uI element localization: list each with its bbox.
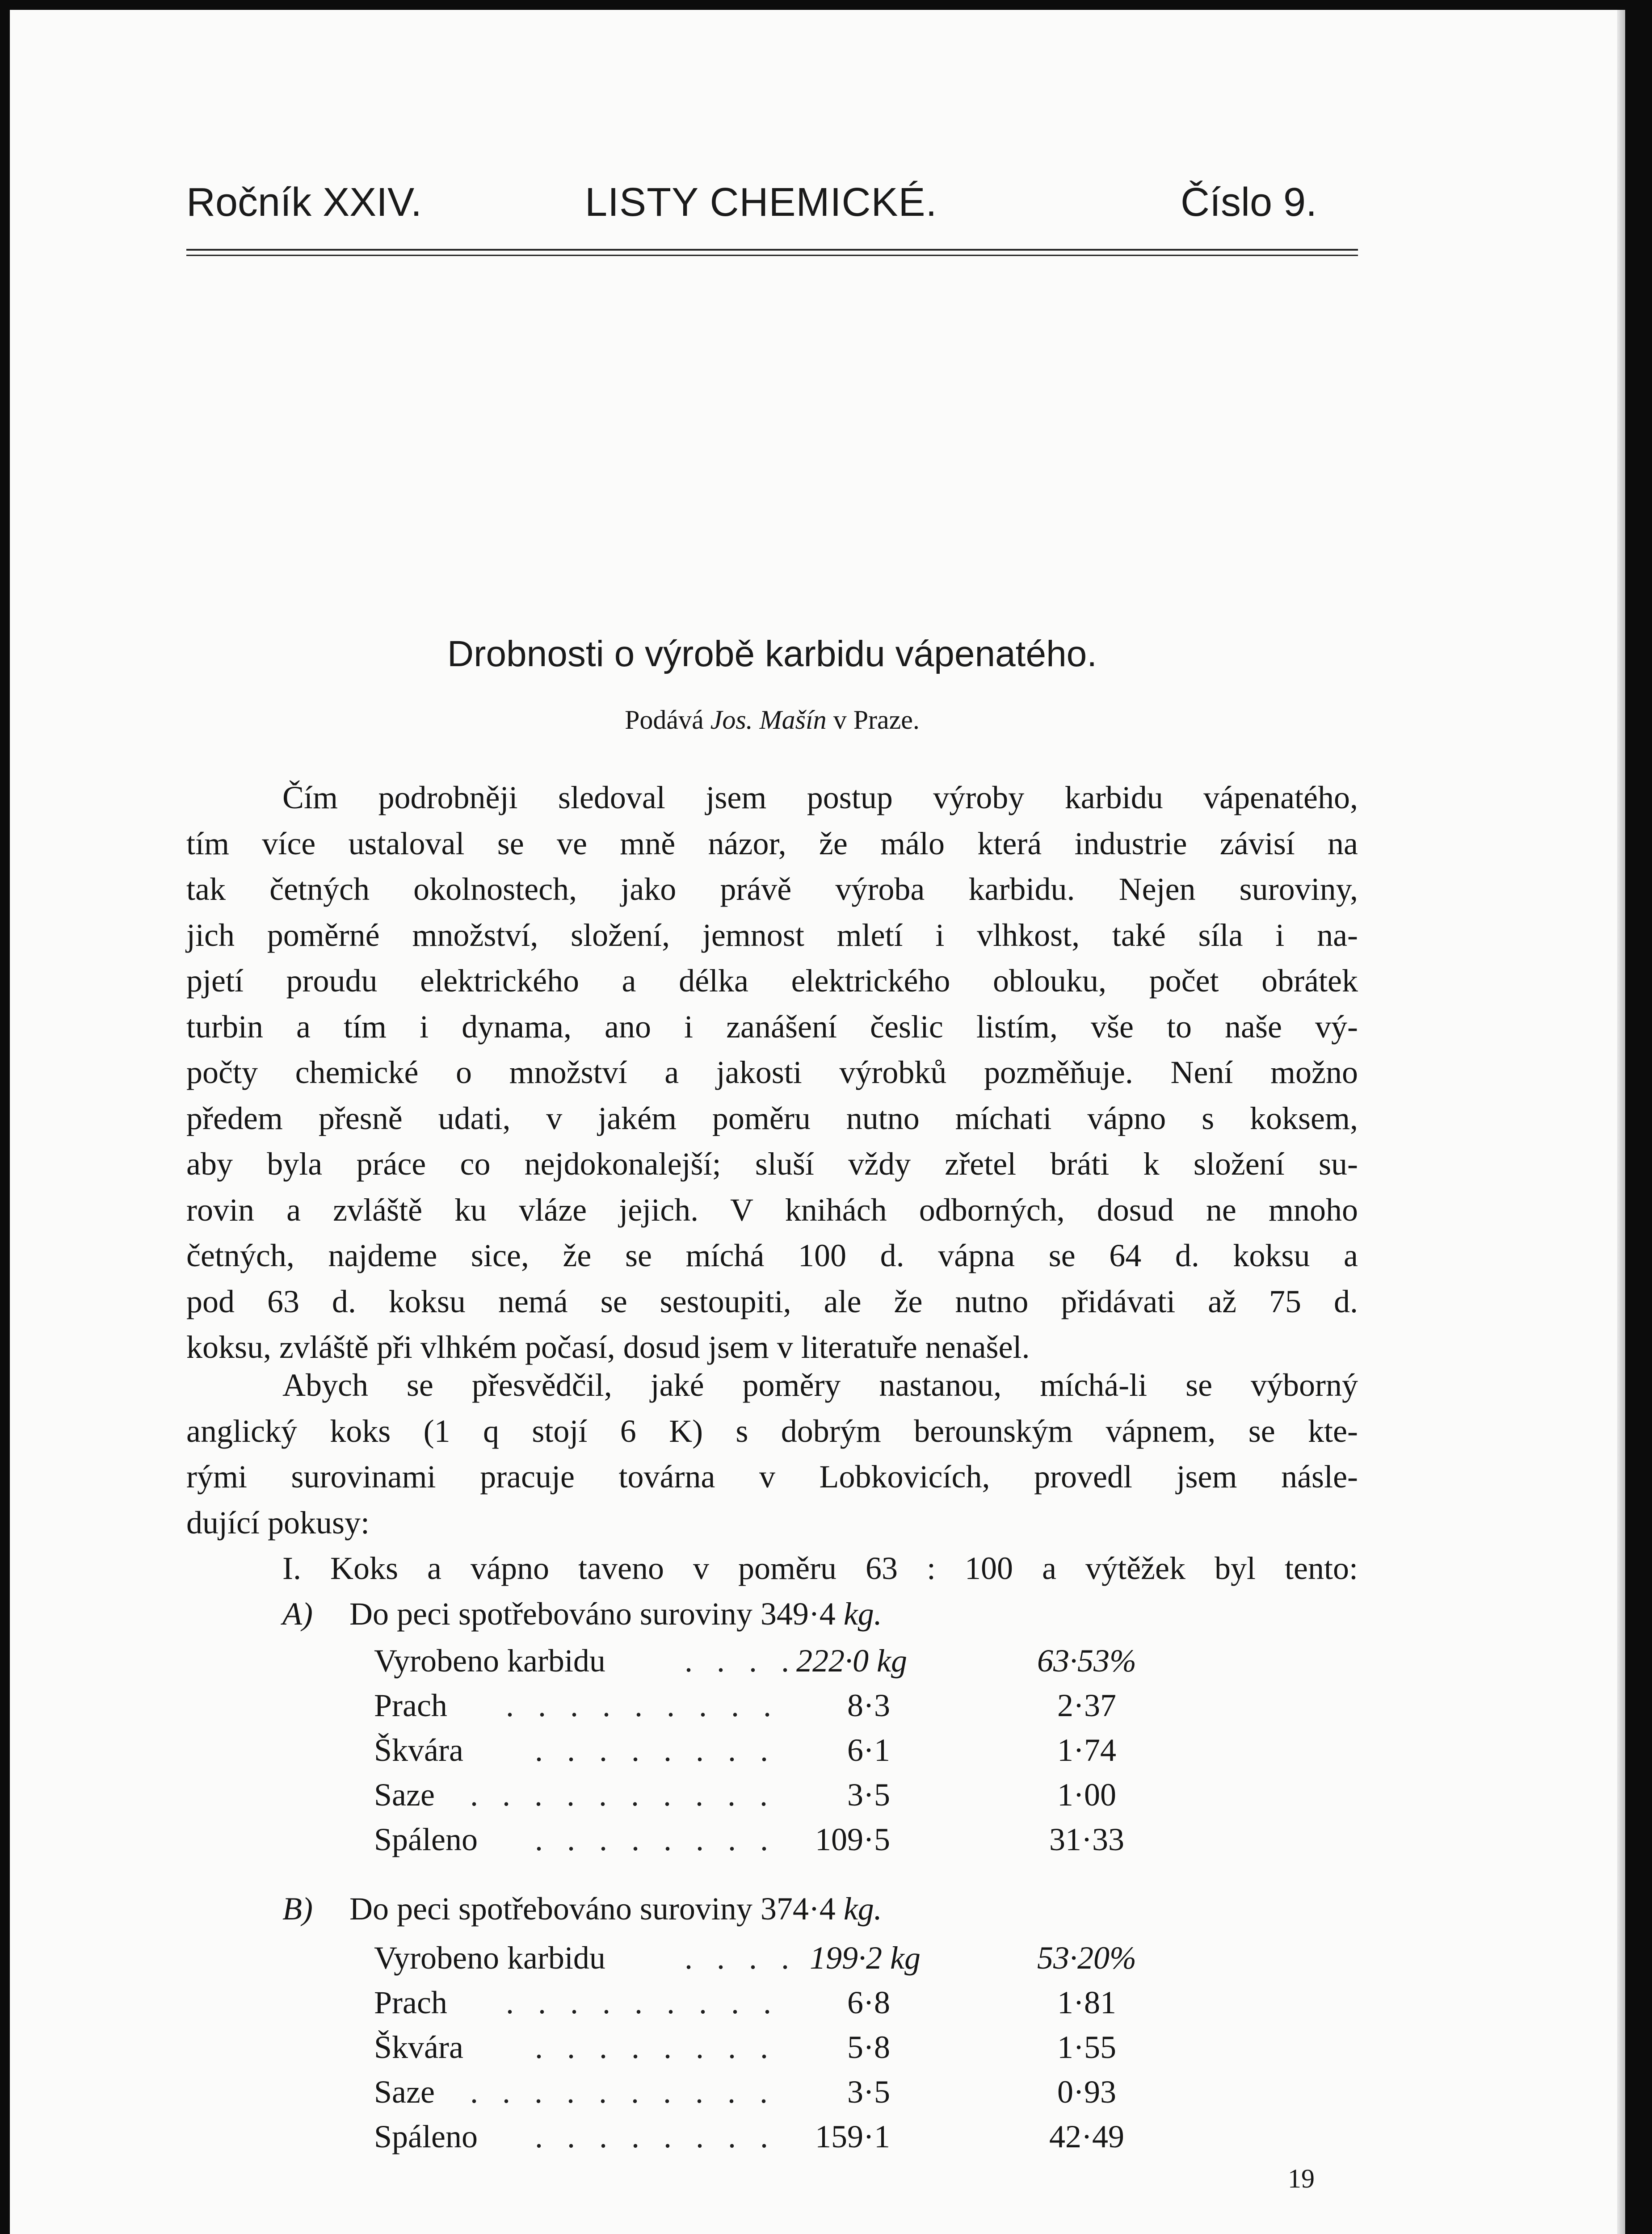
scan-edge xyxy=(1617,10,1625,2234)
paragraph-line: aby byla práce co nejdokonalejší; sluší vždy zřetel bráti k složení su- xyxy=(186,1146,1358,1182)
byline-author: Jos. Mašín xyxy=(710,705,827,735)
row-percent: 63·53% xyxy=(1037,1643,1136,1679)
row-value: 109·5 xyxy=(815,1822,890,1857)
row-leader: . . . . . . . . . xyxy=(506,1688,779,1723)
row-leader: . . . . xyxy=(685,1643,797,1679)
section-b-label: B) xyxy=(282,1891,313,1927)
row-percent: 2·37 xyxy=(1057,1688,1116,1723)
byline-suffix: v Praze. xyxy=(833,705,920,735)
paragraph-line: Abych se přesvědčil, jaké poměry nastanou, míchá-li se výborný xyxy=(282,1367,1358,1403)
row-percent: 1·55 xyxy=(1057,2029,1116,2065)
row-label: Spáleno xyxy=(374,1822,478,1857)
paragraph-line: turbin a tím i dynama, ano i zanášení česlic listím, vše to naše vý- xyxy=(186,1008,1358,1045)
row-label: Prach xyxy=(374,1688,447,1723)
running-header xyxy=(186,180,1358,242)
row-label: Saze xyxy=(374,2074,435,2110)
paragraph-line: anglický koks (1 q stojí 6 K) s dobrým berounským vápnem, se kte- xyxy=(186,1413,1358,1449)
row-label: Vyrobeno karbidu xyxy=(374,1940,605,1976)
paragraph-line: tím více ustaloval se ve mně názor, že málo která industrie závisí na xyxy=(186,825,1358,861)
row-value: 8·3 xyxy=(847,1688,890,1723)
row-value: 159·1 xyxy=(815,2119,890,2154)
section-a-unit: kg. xyxy=(843,1596,882,1632)
header-rule-bottom xyxy=(186,255,1358,256)
byline-prefix: Podává xyxy=(625,705,704,735)
section-a-text: Do peci spotřebováno suroviny 349·4 xyxy=(349,1596,836,1632)
row-value: 3·5 xyxy=(847,1777,890,1813)
row-percent: 31·33 xyxy=(1049,1822,1124,1857)
paragraph-line: rovin a zvláště ku vláze jejich. V knihách odborných, dosud ne mnoho xyxy=(186,1192,1358,1228)
row-value: 3·5 xyxy=(847,2074,890,2110)
row-leader: . . . . . . . . xyxy=(535,2119,776,2154)
row-leader: . . . . xyxy=(685,1940,797,1976)
article-title: Drobnosti o výrobě karbidu vápenatého. xyxy=(447,634,1097,674)
volume-label: Ročník XXIV. xyxy=(186,180,422,225)
row-value: 6·8 xyxy=(847,1985,890,2020)
paragraph-line: tak četných okolnostech, jako právě výroba karbidu. Nejen suroviny, xyxy=(186,871,1358,907)
paragraph-1 xyxy=(186,775,1358,1370)
row-label: Prach xyxy=(374,1985,447,2020)
row-leader: . . . . . . . . . xyxy=(506,1985,779,2020)
row-leader: . . . . . . . . xyxy=(535,1822,776,1857)
row-leader: . . . . . . . . xyxy=(535,2029,776,2065)
row-leader: . . . . . . . . . . xyxy=(470,1777,776,1813)
section-a-label: A) xyxy=(282,1596,313,1632)
row-label: Saze xyxy=(374,1777,435,1813)
row-percent: 1·81 xyxy=(1057,1985,1116,2020)
row-percent: 1·74 xyxy=(1057,1732,1116,1768)
paragraph-line: předem přesně udati, v jakém poměru nutno míchati vápno s koksem, xyxy=(186,1100,1358,1136)
row-percent: 1·00 xyxy=(1057,1777,1116,1813)
paragraph-line: jich poměrné množství, složení, jemnost mletí i vlhkost, také síla i na- xyxy=(186,917,1358,953)
row-value: 6·1 xyxy=(847,1732,890,1768)
row-label: Škvára xyxy=(374,2029,463,2065)
row-leader: . . . . . . . . xyxy=(535,1732,776,1768)
paragraph-2 xyxy=(186,1362,1358,1592)
row-percent: 0·93 xyxy=(1057,2074,1116,2110)
paragraph-line: počty chemické o množství a jakosti výrobků pozměňuje. Není možno xyxy=(186,1054,1358,1090)
paragraph-line: Čím podrobněji sledoval jsem postup výroby karbidu vápenatého, xyxy=(282,780,1358,815)
row-leader: . . . . . . . . . . xyxy=(470,2074,776,2110)
document-page xyxy=(10,10,1625,2234)
article-byline xyxy=(186,705,1358,735)
paragraph-line: koksu, zvláště při vlhkém počasí, dosud jsem v literatuře nenašel. xyxy=(186,1329,1030,1365)
row-value: 199·2 kg xyxy=(810,1940,921,1976)
issue-number: Číslo 9. xyxy=(1181,180,1317,225)
page-number: 19 xyxy=(1288,2164,1315,2193)
paragraph-line: rými surovinami pracuje továrna v Lobkovicích, provedl jsem násle- xyxy=(186,1459,1358,1495)
journal-title: LISTY CHEMICKÉ. xyxy=(585,180,937,225)
paragraph-line: dující pokusy: xyxy=(186,1504,370,1541)
paragraph-line: pjetí proudu elektrického a délka elektrického oblouku, počet obrátek xyxy=(186,963,1358,999)
experiment-heading: I. Koks a vápno taveno v poměru 63 : 100 a výtěžek byl tento: xyxy=(282,1550,1358,1586)
row-value: 5·8 xyxy=(847,2029,890,2065)
row-value: 222·0 kg xyxy=(796,1643,907,1679)
row-percent: 53·20% xyxy=(1037,1940,1136,1976)
row-percent: 42·49 xyxy=(1049,2119,1124,2154)
paragraph-line: pod 63 d. koksu nemá se sestoupiti, ale že nutno přidávati až 75 d. xyxy=(186,1283,1358,1319)
row-label: Spáleno xyxy=(374,2119,478,2154)
header-rule-top xyxy=(186,249,1358,251)
section-b-unit: kg. xyxy=(843,1891,882,1927)
paragraph-line: četných, najdeme sice, že se míchá 100 d. vápna se 64 d. koksu a xyxy=(186,1238,1358,1273)
row-label: Škvára xyxy=(374,1732,463,1768)
section-b-text: Do peci spotřebováno suroviny 374·4 xyxy=(349,1891,836,1927)
row-label: Vyrobeno karbidu xyxy=(374,1643,605,1679)
